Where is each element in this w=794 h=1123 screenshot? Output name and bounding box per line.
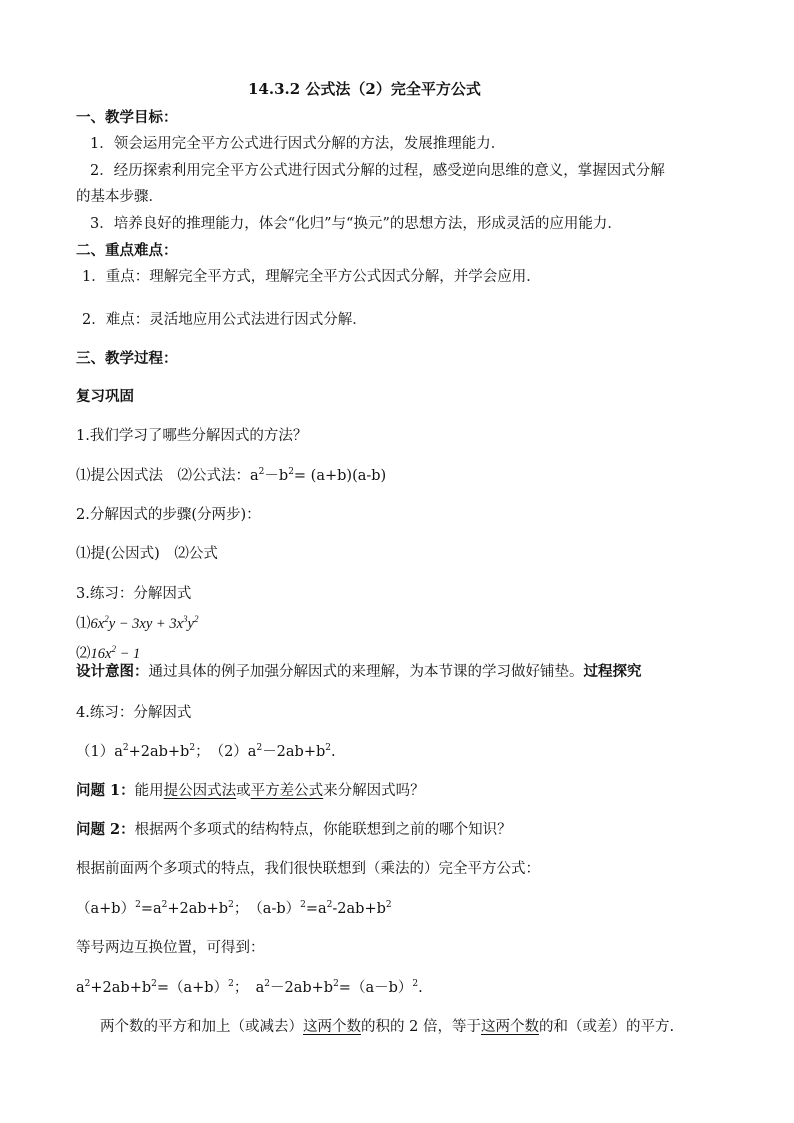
recall-text: 根据前面两个多项式的特点，我们很快联想到（乘法的）完全平方公式： xyxy=(76,861,540,877)
question-1-answer: ⑴提公因式法 ⑵公式法：$a^2-b^2= (a+b)(a-b)$ xyxy=(76,467,387,484)
question-2: 2.分解因式的步骤(分两步)： xyxy=(76,507,261,523)
keypoint-item-2: 2．难点：灵活地应用公式法进行因式分解． xyxy=(82,312,367,328)
review-heading: 复习巩固 xyxy=(76,388,134,405)
problem-1: 问题 1：能用提公因式法或平方差公式来分解因式吗？ xyxy=(76,782,425,799)
section-heading-objectives: 一、教学目标： xyxy=(76,109,178,126)
exercise-2: $⑵16x^2 - 1$ xyxy=(76,644,141,662)
page-title: 14.3.2 公式法（2）完全平方公式 xyxy=(248,80,481,98)
objective-item-1: 1．领会运用完全平方公式进行因式分解的方法，发展推理能力． xyxy=(90,136,506,152)
design-intent: 设计意图：通过具体的例子加强分解因式的来理解，为本节课的学习做好铺垫。过程探究 xyxy=(76,663,642,680)
formula-factorization: $a^2+2ab+b^2=(a+b)^2$； $a^2-2ab+b^2=(a-b)^2$. xyxy=(76,979,423,996)
conclusion-text: 两个数的平方和加上（或减去）这两个数的积的 2 倍，等于这两个数的和（或差）的平方. xyxy=(100,1019,675,1035)
question-4: 4.练习：分解因式 xyxy=(76,705,192,721)
question-2-answer: ⑴提(公因式) ⑵公式 xyxy=(76,546,218,562)
formula-multiplication: $(a+b)^2=a^2+2ab+b^2$； $(a-b)^2=a^2-2ab+b^2$ xyxy=(76,900,392,917)
swap-text: 等号两边互换位置，可得到： xyxy=(76,940,265,956)
question-3: 3.练习：分解因式 xyxy=(76,586,192,602)
keypoint-item-1: 1．重点：理解完全平方式，理解完全平方公式因式分解，并学会应用． xyxy=(82,269,541,285)
objective-item-2-cont: 的基本步骤． xyxy=(76,189,163,205)
objective-item-2: 2．经历探索利用完全平方公式进行因式分解的过程，感受逆向思维的意义，掌握因式分解 xyxy=(90,163,665,179)
question-4-items: $(1)a^2+2ab+b^2$； $(2)a^2-2ab+b^2$. xyxy=(76,743,336,760)
section-heading-keypoints: 二、重点难点： xyxy=(76,242,178,259)
question-1: 1.我们学习了哪些分解因式的方法？ xyxy=(76,428,308,444)
exercise-1: $⑴6x^2y - 3xy + 3x^3y^2$ xyxy=(76,614,199,632)
section-heading-process: 三、教学过程： xyxy=(76,350,178,367)
problem-2: 问题 2：根据两个多项式的结构特点，你能联想到之前的哪个知识？ xyxy=(76,821,512,838)
objective-item-3: 3．培养良好的推理能力，体会“化归”与“换元”的思想方法，形成灵活的应用能力． xyxy=(90,216,622,232)
